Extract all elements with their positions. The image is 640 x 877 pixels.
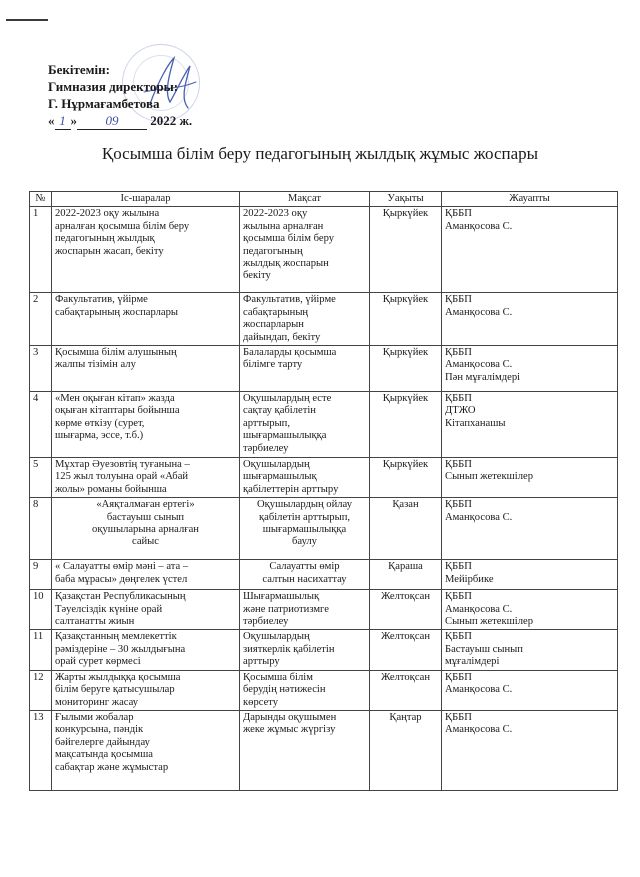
responsible-cell: [442, 710, 618, 790]
responsible-line: Аманқосова С.: [445, 603, 513, 615]
row-number: 11: [30, 630, 52, 670]
row-number: 13: [30, 710, 52, 790]
goal-line: 2022-2023 оқу: [243, 208, 308, 220]
table-row: [30, 560, 618, 590]
row-number: 3: [30, 346, 52, 392]
time-cell: Қыркүйек: [370, 346, 442, 392]
goal-cell: [240, 630, 370, 670]
goal-line: шығармашылыққа: [243, 430, 327, 442]
activity-cell: [52, 293, 240, 346]
goal-line: тәрбиелеу: [243, 442, 289, 454]
row-number: 12: [30, 670, 52, 710]
responsible-line: ҚББП: [445, 208, 472, 220]
table-row: [30, 346, 618, 392]
activity-line: оқушыларына арналған: [92, 524, 199, 536]
time-cell: Қыркүйек: [370, 458, 442, 498]
responsible-cell: [442, 498, 618, 560]
goal-line: қабілеттерін арттыру: [243, 483, 339, 495]
goal-cell: [240, 346, 370, 392]
activity-cell: [52, 392, 240, 458]
responsible-line: Аманқосова С.: [445, 724, 513, 736]
activity-line: Тәуелсіздік күніне орай: [55, 603, 163, 615]
table-header-row: [30, 192, 618, 207]
goal-line: Оқушылардың: [243, 631, 310, 643]
activity-line: сабақтарының жоспарлары: [55, 306, 179, 318]
responsible-line: Аманқосова С.: [445, 306, 513, 318]
activity-line: Қосымша білім алушының: [55, 347, 177, 359]
row-number: 1: [30, 207, 52, 293]
activity-line: Жарты жылдыққа қосымша: [55, 671, 181, 683]
date-open-quote: «: [48, 113, 55, 128]
goal-line: тәрбиелеу: [243, 616, 289, 628]
goal-line: Қосымша білім: [243, 671, 313, 683]
row-number: 4: [30, 392, 52, 458]
activity-cell: [52, 670, 240, 710]
responsible-line: ҚББП: [445, 671, 472, 683]
responsible-line: Бастауыш сынып: [445, 643, 523, 655]
row-number: 5: [30, 458, 52, 498]
goal-line: жеке жұмыс жүргізу: [243, 724, 336, 736]
date-day: 1: [55, 112, 71, 130]
activity-line: «Аяқталмаған ертегі»: [96, 499, 195, 511]
time-cell: Желтоқсан: [370, 630, 442, 670]
time-cell: Қазан: [370, 498, 442, 560]
table-row: [30, 710, 618, 790]
responsible-line: ҚББП: [445, 591, 472, 603]
responsible-line: ҚББП: [445, 347, 472, 359]
row-number: 8: [30, 498, 52, 560]
goal-line: Оқушылардың есте: [243, 393, 332, 405]
goal-cell: [240, 560, 370, 590]
activity-line: шығарма, эссе, т.б.): [55, 430, 144, 442]
date-close-quote: »: [70, 113, 77, 128]
goal-cell: [240, 498, 370, 560]
responsible-line: ДТЖО: [445, 405, 476, 417]
goal-cell: [240, 590, 370, 630]
approval-heading: Бекітемін:: [48, 62, 110, 77]
activity-line: Қазақстанның мемлекеттік: [55, 631, 177, 643]
goal-line: Оқушылардың: [243, 459, 310, 471]
goal-line: зияткерлік қабілетін: [243, 643, 335, 655]
goal-cell: [240, 670, 370, 710]
goal-line: және патриотизмге: [243, 603, 329, 615]
activity-line: білім беруге қатысушылар: [55, 684, 175, 696]
approval-block: [48, 61, 308, 130]
responsible-cell: [442, 207, 618, 293]
activity-line: мониторинг жасау: [55, 696, 139, 708]
activity-cell: [52, 590, 240, 630]
activity-cell: [52, 346, 240, 392]
approval-director-name: Г. Нұрмағамбетова: [48, 96, 160, 111]
activity-cell: [52, 630, 240, 670]
responsible-line: Кітапханашы: [445, 417, 506, 429]
responsible-cell: [442, 458, 618, 498]
table-row: [30, 590, 618, 630]
goal-line: Салауатты өмір: [269, 561, 340, 573]
responsible-line: мұғалімдері: [445, 656, 500, 668]
responsible-line: Сынып жетекшілер: [445, 616, 534, 628]
goal-cell: [240, 293, 370, 346]
activity-line: баба мұрасы» дөңгелек үстел: [55, 573, 188, 585]
activity-line: Қазақстан Республикасының: [55, 591, 186, 603]
responsible-cell: [442, 560, 618, 590]
activity-line: рәміздеріне – 30 жылдығына: [55, 643, 186, 655]
approval-position: Гимназия директоры:: [48, 79, 179, 94]
activity-line: педагогының жылдық: [55, 233, 155, 245]
responsible-cell: [442, 630, 618, 670]
scan-mark: [6, 19, 48, 21]
activity-line: Ғылыми жобалар: [55, 711, 134, 723]
table-row: [30, 498, 618, 560]
goal-line: жылына арналған: [243, 220, 324, 232]
goal-line: арттыру: [243, 656, 280, 668]
goal-line: салтын насихаттау: [262, 573, 347, 585]
time-cell: Қыркүйек: [370, 293, 442, 346]
responsible-line: ҚББП: [445, 393, 472, 405]
time-cell: Желтоқсан: [370, 670, 442, 710]
work-plan-table: [29, 191, 618, 791]
activity-line: салтанатты жиын: [55, 616, 135, 628]
activity-cell: [52, 710, 240, 790]
goal-line: Факультатив, үйірме: [243, 294, 336, 306]
time-cell: Қыркүйек: [370, 207, 442, 293]
activity-line: бәйгелерге дайындау: [55, 736, 150, 748]
responsible-line: ҚББП: [445, 459, 472, 471]
goal-line: дайындап, бекіту: [243, 331, 321, 343]
goal-line: шығармашылыққа: [262, 524, 347, 536]
goal-line: білімге тарту: [243, 359, 303, 371]
date-year: 2022 ж.: [150, 113, 193, 128]
activity-line: жалпы тізімін алу: [55, 359, 136, 371]
activity-line: « Салауатты өмір мәні – ата –: [55, 561, 189, 573]
activity-line: жолы» романы бойынша: [55, 483, 167, 495]
responsible-line: Аманқосова С.: [445, 359, 513, 371]
goal-line: берудің нәтижесін: [243, 684, 326, 696]
goal-cell: [240, 710, 370, 790]
goal-line: жоспарларын: [243, 319, 304, 331]
activity-cell: [52, 458, 240, 498]
goal-line: қабілетін арттырып,: [258, 511, 351, 523]
activity-line: арналған қосымша білім беру: [55, 220, 190, 232]
activity-line: жоспарын жасап, бекіту: [55, 245, 164, 257]
responsible-cell: [442, 670, 618, 710]
date-month: 09: [77, 112, 147, 130]
table-row: [30, 392, 618, 458]
goal-cell: [240, 392, 370, 458]
time-cell: Қараша: [370, 560, 442, 590]
responsible-line: ҚББП: [445, 711, 472, 723]
header-time: Уақыты: [370, 192, 442, 207]
approval-date: [48, 112, 308, 130]
responsible-line: Аманқосова С.: [445, 220, 513, 232]
goal-line: жылдық жоспарын: [243, 258, 329, 270]
header-responsible: Жауапты: [442, 192, 618, 207]
time-cell: Қыркүйек: [370, 392, 442, 458]
activity-cell: [52, 498, 240, 560]
table-row: [30, 630, 618, 670]
goal-line: Дарынды оқушымен: [243, 711, 337, 723]
document-title: Қосымша білім беру педагогының жылдық жұмыс жоспары: [101, 144, 539, 163]
responsible-line: Сынып жетекшілер: [445, 471, 534, 483]
goal-line: шығармашылық: [243, 471, 317, 483]
table-row: [30, 293, 618, 346]
table-row: [30, 670, 618, 710]
responsible-cell: [442, 346, 618, 392]
responsible-line: ҚББП: [445, 631, 472, 643]
responsible-line: Пән мұғалімдері: [445, 371, 521, 383]
responsible-line: ҚББП: [445, 499, 472, 511]
activity-line: 2022-2023 оқу жылына: [55, 208, 160, 220]
responsible-cell: [442, 293, 618, 346]
goal-line: қосымша білім беру: [243, 233, 335, 245]
activity-cell: [52, 207, 240, 293]
goal-line: Балаларды қосымша: [243, 347, 337, 359]
goal-line: көрсету: [243, 696, 279, 708]
table-row: [30, 458, 618, 498]
header-activities: Іс-шаралар: [52, 192, 240, 207]
activity-line: орай сурет көрмесі: [55, 656, 141, 668]
activity-line: «Мен оқыған кітап» жазда: [55, 393, 175, 405]
goal-cell: [240, 207, 370, 293]
row-number: 2: [30, 293, 52, 346]
activity-line: мақсатында қосымша: [55, 749, 153, 761]
activity-line: Факультатив, үйірме: [55, 294, 148, 306]
goal-line: бекіту: [243, 270, 271, 282]
activity-line: бастауыш сынып: [106, 511, 185, 523]
responsible-line: Аманқосова С.: [445, 511, 513, 523]
activity-line: Мұхтар Әуезовтің туғанына –: [55, 459, 190, 471]
goal-line: Шығармашылық: [243, 591, 320, 603]
time-cell: Қаңтар: [370, 710, 442, 790]
goal-line: баулу: [292, 536, 317, 548]
table-row: [30, 207, 618, 293]
header-number: №: [30, 192, 52, 207]
activity-line: сабақтар және жұмыстар: [55, 761, 169, 773]
activity-line: сайыс: [131, 536, 160, 548]
time-cell: Желтоқсан: [370, 590, 442, 630]
responsible-cell: [442, 392, 618, 458]
goal-line: сабақтарының: [243, 306, 309, 318]
activity-line: 125 жыл толуына орай «Абай: [55, 471, 189, 483]
table-body: [30, 207, 618, 791]
row-number: 9: [30, 560, 52, 590]
responsible-line: ҚББП: [445, 561, 472, 573]
responsible-line: Мейірбике: [445, 573, 494, 585]
responsible-line: Аманқосова С.: [445, 684, 513, 696]
activity-line: конкурсына, пәндік: [55, 724, 144, 736]
responsible-line: ҚББП: [445, 294, 472, 306]
goal-line: педагогының: [243, 245, 303, 257]
responsible-cell: [442, 590, 618, 630]
header-goal: Мақсат: [240, 192, 370, 207]
goal-cell: [240, 458, 370, 498]
activity-line: оқыған кітаптары бойынша: [55, 405, 180, 417]
goal-line: арттырып,: [243, 417, 290, 429]
activity-line: көрме өткізу (сурет,: [55, 417, 145, 429]
goal-line: Оқушылардың ойлау: [256, 499, 353, 511]
activity-cell: [52, 560, 240, 590]
goal-line: сақтау қабілетін: [243, 405, 316, 417]
row-number: 10: [30, 590, 52, 630]
